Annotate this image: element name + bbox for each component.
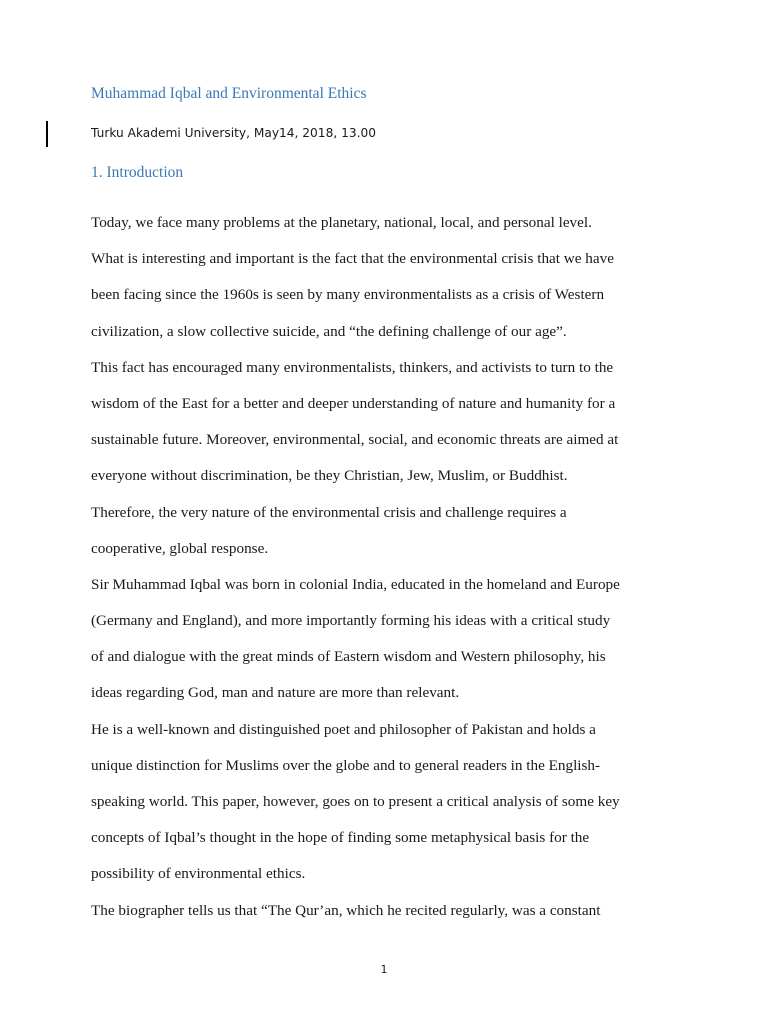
text-line: sustainable future. Moreover, environmental, social, and economic threats are aimed at — [91, 431, 619, 449]
text-line: unique distinction for Muslims over the globe and to general readers in the English- — [91, 756, 601, 774]
body-text — [91, 213, 691, 937]
text-line: This fact has encouraged many environmentalists, thinkers, and activists to turn to the — [91, 358, 614, 376]
event-info-line: Turku Akademi University, May14, 2018, 13.00 — [91, 126, 376, 140]
page-number: 1 — [380, 963, 388, 976]
text-line: Sir Muhammad Iqbal was born in colonial India, educated in the homeland and Europe — [91, 575, 620, 593]
text-line: of and dialogue with the great minds of Eastern wisdom and Western philosophy, his — [91, 648, 606, 666]
text-cursor — [46, 121, 48, 147]
text-line: Today, we face many problems at the planetary, national, local, and personal level. — [91, 214, 592, 231]
text-line: wisdom of the East for a better and deeper understanding of nature and humanity for a — [91, 394, 616, 412]
text-line: What is interesting and important is the fact that the environmental crisis that we have — [91, 250, 614, 268]
text-line: Therefore, the very nature of the environmental crisis and challenge requires a — [91, 503, 567, 521]
text-line: speaking world. This paper, however, goes on to present a critical analysis of some key — [91, 793, 620, 810]
text-line: civilization, a slow collective suicide, and “the defining challenge of our age”. — [91, 322, 567, 340]
text-line: everyone without discrimination, be they Christian, Jew, Muslim, or Buddhist. — [91, 467, 568, 485]
text-line: The biographer tells us that “The Qur’an, which he recited regularly, was a constant — [91, 901, 601, 919]
text-line: been facing since the 1960s is seen by many environmentalists as a crisis of Western — [91, 286, 605, 304]
text-line: possibility of environmental ethics. — [91, 865, 306, 883]
document-title: Muhammad Iqbal and Environmental Ethics — [91, 85, 367, 102]
text-line: concepts of Iqbal’s thought in the hope of finding some metaphysical basis for the — [91, 829, 590, 847]
text-line: (Germany and England), and more importantly forming his ideas with a critical study — [91, 612, 611, 630]
section-heading-introduction: 1. Introduction — [91, 164, 184, 181]
text-line: ideas regarding God, man and nature are more than relevant. — [91, 684, 460, 702]
text-line: cooperative, global response. — [91, 539, 269, 557]
text-line: He is a well-known and distinguished poet and philosopher of Pakistan and holds a — [91, 720, 596, 738]
